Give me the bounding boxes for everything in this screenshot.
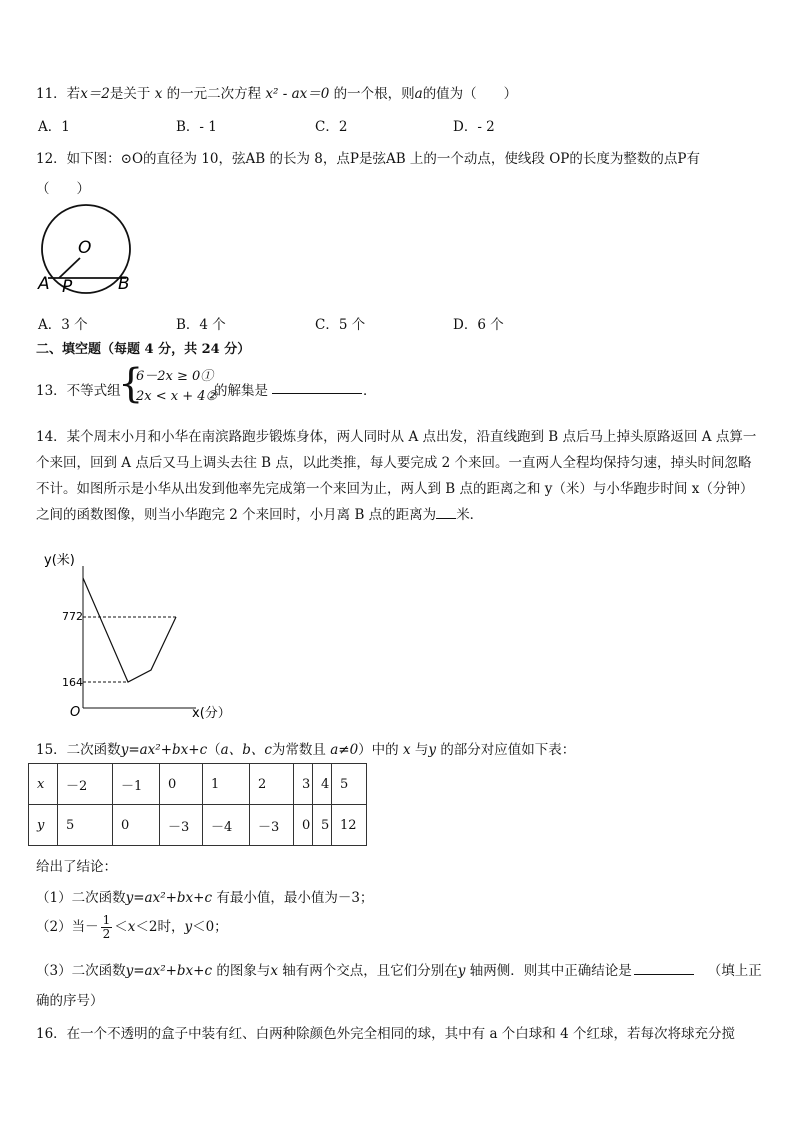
q15-abc: a、b、c: [220, 742, 272, 758]
q11-var-x: x: [154, 86, 163, 102]
tick-772: 772: [62, 610, 83, 623]
table-cell: 5: [58, 805, 113, 846]
q11-option-a: A．1: [38, 119, 70, 135]
q15-conclusion-1: [36, 886, 373, 906]
c2-text-d: ＜0；: [192, 919, 228, 935]
q12-stem-line1: 12．如下图：⊙O的直径为 10，弦AB 的长为 8，点P是弦AB 上的一个动点，使线段 OP的长度为整数的点P有: [36, 151, 700, 167]
q14-end: 米．: [456, 507, 484, 523]
table-cell: －4: [203, 805, 250, 846]
origin-label: O: [70, 705, 81, 720]
function-line: [83, 578, 176, 682]
table-cell: 1: [203, 764, 250, 805]
q11-text-b: 是关于: [109, 86, 151, 102]
q11-text-e: 的值为（ ）: [422, 86, 518, 102]
q13-brace: {: [118, 361, 144, 407]
table-cell: y: [29, 805, 58, 846]
table-cell: x: [29, 764, 58, 805]
c3-text-e: （填上正: [707, 963, 762, 979]
q15-text-f: 的部分对应值如下表：: [440, 742, 576, 758]
q15-text-e: 与: [414, 742, 429, 758]
q11-option-b: B．- 1: [176, 119, 217, 135]
q15-value-table: [28, 763, 367, 846]
q11-text-a: 11．若: [36, 86, 81, 102]
c1-func: y=ax²+bx+c: [125, 890, 213, 906]
c3-text-d: 轴两侧．则其中正确结论是: [465, 963, 632, 979]
label-o: O: [78, 238, 92, 258]
q12-circle-figure: [36, 203, 146, 298]
label-b: B: [118, 274, 130, 294]
q13-answer-blank: [272, 379, 362, 394]
q13-prefix: 13．不等式组: [36, 383, 121, 399]
q15-text-c: 为常数且: [271, 742, 326, 758]
table-cell: 3: [294, 764, 313, 805]
c2-text-c: ＜2时，: [135, 919, 185, 935]
table-cell: 5: [332, 764, 367, 805]
q11-text-d: 的一个根，则: [333, 86, 415, 102]
q15-conclusion-2: [36, 914, 228, 941]
q15-answer-blank: [634, 960, 694, 975]
q15-stem: [36, 738, 575, 758]
q14-answer-blank: [436, 504, 456, 519]
q13-suffix: 的解集是: [214, 383, 268, 399]
q12-option-d: D．6 个: [453, 317, 504, 333]
c3-func: y=ax²+bx+c: [125, 963, 213, 979]
table-cell: －3: [160, 805, 203, 846]
tick-164: 164: [62, 676, 83, 689]
q13-inequality-1: 6－2x ≥ 0①: [136, 369, 214, 384]
q11-option-c: C．2: [315, 119, 348, 135]
table-cell: 12: [332, 805, 367, 846]
table-cell: 4: [313, 764, 332, 805]
q13-end: ．: [363, 383, 377, 399]
c2-y: y: [184, 919, 193, 935]
c2-text-a: （2）当－: [36, 919, 99, 935]
q15-conclusion-3: [36, 959, 762, 979]
q11-option-d: D．- 2: [453, 119, 495, 135]
x-axis-label: x(分）: [192, 706, 231, 721]
q15-cond: a≠0: [330, 742, 359, 758]
c3-text-b: 的图象与: [212, 963, 271, 979]
q15-given: 给出了结论：: [36, 859, 117, 875]
c1-text-a: （1）二次函数: [36, 890, 126, 906]
c2-x: x: [127, 919, 136, 935]
c3-text-c: 轴有两个交点，且它们分别在: [277, 963, 458, 979]
q14-stem: [36, 424, 758, 528]
q15-yv: y: [428, 742, 437, 758]
segment-op: [59, 258, 80, 278]
q14-text: 14．某个周末小月和小华在南滨路跑步锻炼身体，两人同时从 A 点出发，沿直线跑到 B 点后马上掉头原路返回 A 点算一个来回，回到 A 点后又马上调头去往 B 点，以此类推，每人要完成 2 个来回。一直两人全程均保持匀速，掉头时间忽略不计。如图所示是小华从出发到他率先完成第一个来回为止，两人到 B 点的距离之和 y（米）与小华跑步时间 x（分钟）之间的函数图像，则当小华跑完 2 个来回时，小月离 B 点的距离为: [36, 429, 757, 523]
c1-text-b: 有最小值，最小值为－3；: [212, 890, 374, 906]
q12-option-b: B．4 个: [176, 317, 226, 333]
section-2-title: 二、填空题（每题 4 分，共 24 分）: [36, 342, 251, 357]
q13-inequality-2: 2x < x + 4②: [136, 389, 218, 404]
q14-graph: [36, 548, 246, 728]
q15-text-b: （: [207, 742, 221, 758]
table-cell: 0: [113, 805, 160, 846]
table-cell: －3: [250, 805, 294, 846]
q15-xv: x: [402, 742, 411, 758]
c2-text-b: ＜: [114, 919, 128, 935]
label-a: A: [38, 274, 50, 294]
table-row-y: [29, 805, 367, 846]
q12-option-a: A．3 个: [38, 317, 88, 333]
table-cell: 0: [294, 805, 313, 846]
table-cell: 5: [313, 805, 332, 846]
q12-option-c: C．5 个: [315, 317, 366, 333]
q11-stem: [36, 82, 517, 102]
y-axis-label: y(米): [44, 553, 75, 568]
q15-func: y=ax²+bx+c: [120, 742, 208, 758]
table-cell: －2: [58, 764, 113, 805]
q11-text-c: 的一元二次方程: [166, 86, 262, 102]
q12-stem-line2: （ ）: [36, 181, 90, 197]
q11-x-eq-2: x＝2: [80, 86, 110, 102]
q15-conclusion-3-line2: 确的序号）: [36, 993, 104, 1009]
c3-text-a: （3）二次函数: [36, 963, 126, 979]
c3-y: y: [457, 963, 466, 979]
q15-text-a: 15．二次函数: [36, 742, 121, 758]
c2-denominator: 2: [102, 927, 111, 941]
table-cell: 0: [160, 764, 203, 805]
q11-var-a: a: [414, 86, 423, 102]
q15-text-d: ）中的: [358, 742, 399, 758]
q11-equation: x² - ax＝0: [265, 86, 330, 102]
c2-fraction: [101, 914, 113, 941]
table-row-x: [29, 764, 367, 805]
table-cell: 2: [250, 764, 294, 805]
q16-stem: 16．在一个不透明的盒子中装有红、白两种除颜色外完全相同的球，其中有 a 个白球和 4 个红球，若每次将球充分搅: [36, 1026, 735, 1042]
c2-numerator: 1: [102, 913, 111, 927]
label-p: P: [62, 277, 73, 297]
table-cell: －1: [113, 764, 160, 805]
c3-x: x: [270, 963, 278, 979]
